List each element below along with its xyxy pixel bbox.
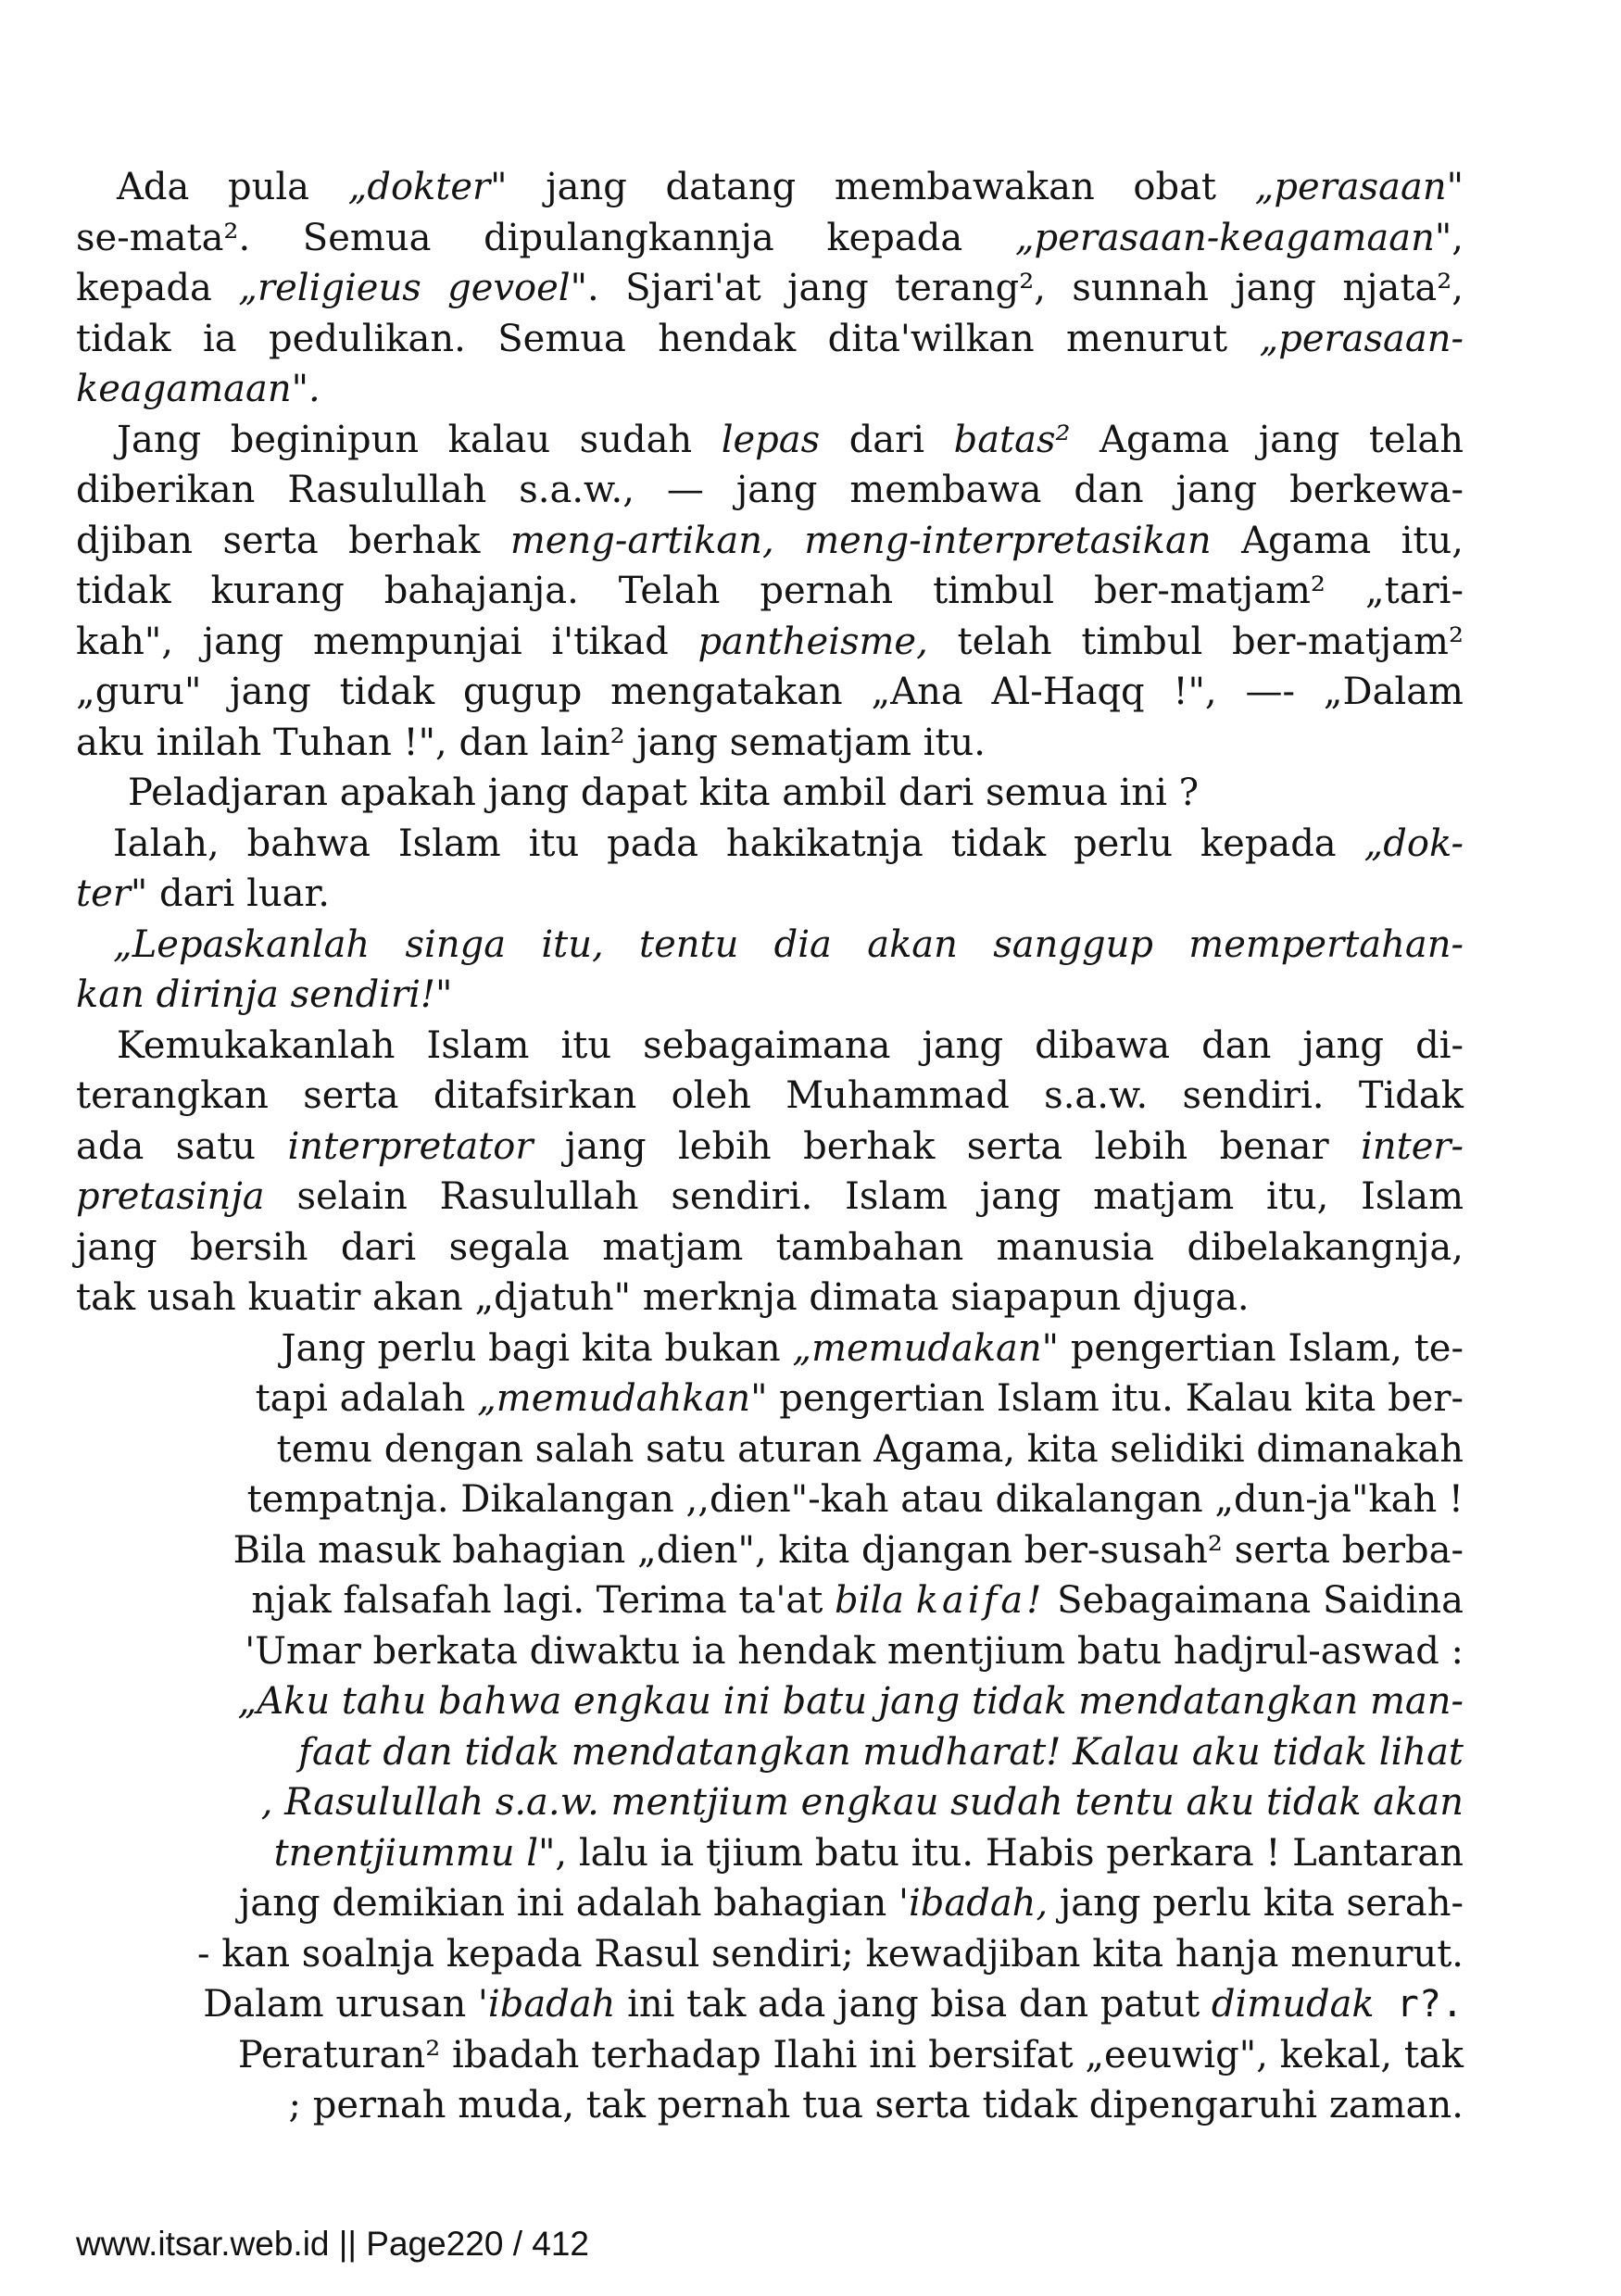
text-line: 'Umar berkata diwaktu ia hendak mentjium batu hadjrul-aswad : [245, 1629, 1464, 1673]
text-line: tidak kurang bahajanja. Telah pernah timbul ber-matjam² „tari- [76, 570, 1464, 612]
text-line: njak falsafah lagi. Terima ta'at bila kaifa! Sebagaimana Saidina [251, 1579, 1464, 1622]
quote-line: faat dan tidak mendatangkan mudharat! Kalau aku tidak lihat [298, 1730, 1464, 1774]
page-footer: www.itsar.web.id || Page220 / 412 [76, 2225, 589, 2263]
text-line: ter" dari luar. [76, 872, 330, 915]
text-line: keagamaan". [76, 368, 320, 410]
text-line: jang bersih dari segala matjam tambahan manusia dibelakangnja, [76, 1225, 1464, 1269]
text-line: tnentjiummu l", lalu ia tjium batu itu. Habis perkara ! Lantaran [273, 1831, 1464, 1875]
text-line: kah", jang mempunjai i'tikad pantheisme, telah timbul ber-matjam² [76, 620, 1464, 663]
text-line: djiban serta berhak meng-artikan, meng-interpretasikan Agama itu, [76, 519, 1464, 562]
text-line: kepada „religieus gevoel". Sjari'at jang terang², sunnah jang njata², [76, 267, 1464, 309]
text-line: jang demikian ini adalah bahagian 'ibadah, jang perlu kita serah- [239, 1882, 1464, 1925]
text-line: aku inilah Tuhan !", dan lain² jang sematjam itu. [76, 721, 986, 764]
text-line: Ada pula „dokter" jang datang membawakan obat „perasaan" [117, 166, 1464, 208]
right-aligned-block [76, 1324, 1464, 2131]
text-line: se-mata². Semua dipulangkannja kepada „perasaan-keagamaan", [76, 216, 1464, 259]
text-line: tak usah kuatir akan „djatuh" merknja dimata siapapun djuga. [76, 1276, 1250, 1319]
text-line: Kemukakanlah Islam itu sebagaimana jang dibawa dan jang di- [117, 1023, 1464, 1067]
text-line: Jang beginipun kalau sudah lepas dari batas² Agama jang telah [117, 418, 1464, 461]
text-line: „guru" jang tidak gugup mengatakan „Ana Al-Haqq !", —- „Dalam [76, 671, 1464, 713]
text-line: diberikan Rasulullah s.a.w., — jang membawa dan jang berkewa- [76, 469, 1464, 511]
text-line: Jang perlu bagi kita bukan „memudakan" pengertian Islam, te- [281, 1326, 1464, 1370]
text-line: Bila masuk bahagian „dien", kita djangan ber-susah² serta berba- [232, 1528, 1464, 1572]
text-line: temu dengan salah satu aturan Agama, kita selidiki dimanakah [276, 1427, 1464, 1471]
text-line: Peladjaran apakah jang dapat kita ambil dari semua ini ? [128, 772, 1200, 814]
text-line: tempatnja. Dikalangan ,,dien"-kah atau dikalangan „dun-ja"kah ! [246, 1478, 1464, 1521]
text-line: tidak ia pedulikan. Semua hendak dita'wilkan menurut „perasaan- [76, 317, 1464, 360]
quote-line: „Lepaskanlah singa itu, tentu dia akan sanggup mempertahan- [113, 922, 1464, 966]
text-line: pretasinja selain Rasulullah sendiri. Islam jang matjam itu, Islam [76, 1175, 1464, 1218]
text-line: ; pernah muda, tak pernah tua serta tidak dipengaruhi zaman. [288, 2084, 1464, 2127]
text-line: ada satu interpretator jang lebih berhak serta lebih benar inter- [76, 1124, 1464, 1168]
text-line: Ialah, bahwa Islam itu pada hakikatnja tidak perlu kepada „dok- [113, 822, 1464, 865]
text-line: - kan soalnja kepada Rasul sendiri; kewadjiban kita hanja menurut. [197, 1932, 1464, 1976]
text-line: Peraturan² ibadah terhadap Ilahi ini bersifat „eeuwig", kekal, tak [237, 2033, 1464, 2076]
text-line: terangkan serta ditafsirkan oleh Muhammad s.a.w. sendiri. Tidak [76, 1074, 1464, 1117]
page-body [76, 162, 1464, 2131]
text-line: Dalam urusan 'ibadah ini tak ada jang bisa dan patut dimudak r?. [203, 1983, 1464, 2026]
quote-line: , Rasulullah s.a.w. mentjium engkau sudah tentu aku tidak akan [260, 1781, 1464, 1824]
text-line: tapi adalah „memudahkan" pengertian Islam itu. Kalau kita ber- [255, 1377, 1464, 1420]
quote-line: „Aku tahu bahwa engkau ini batu jang tidak mendatangkan man- [237, 1680, 1464, 1723]
quote-line: kan dirinja sendiri!" [76, 973, 453, 1016]
